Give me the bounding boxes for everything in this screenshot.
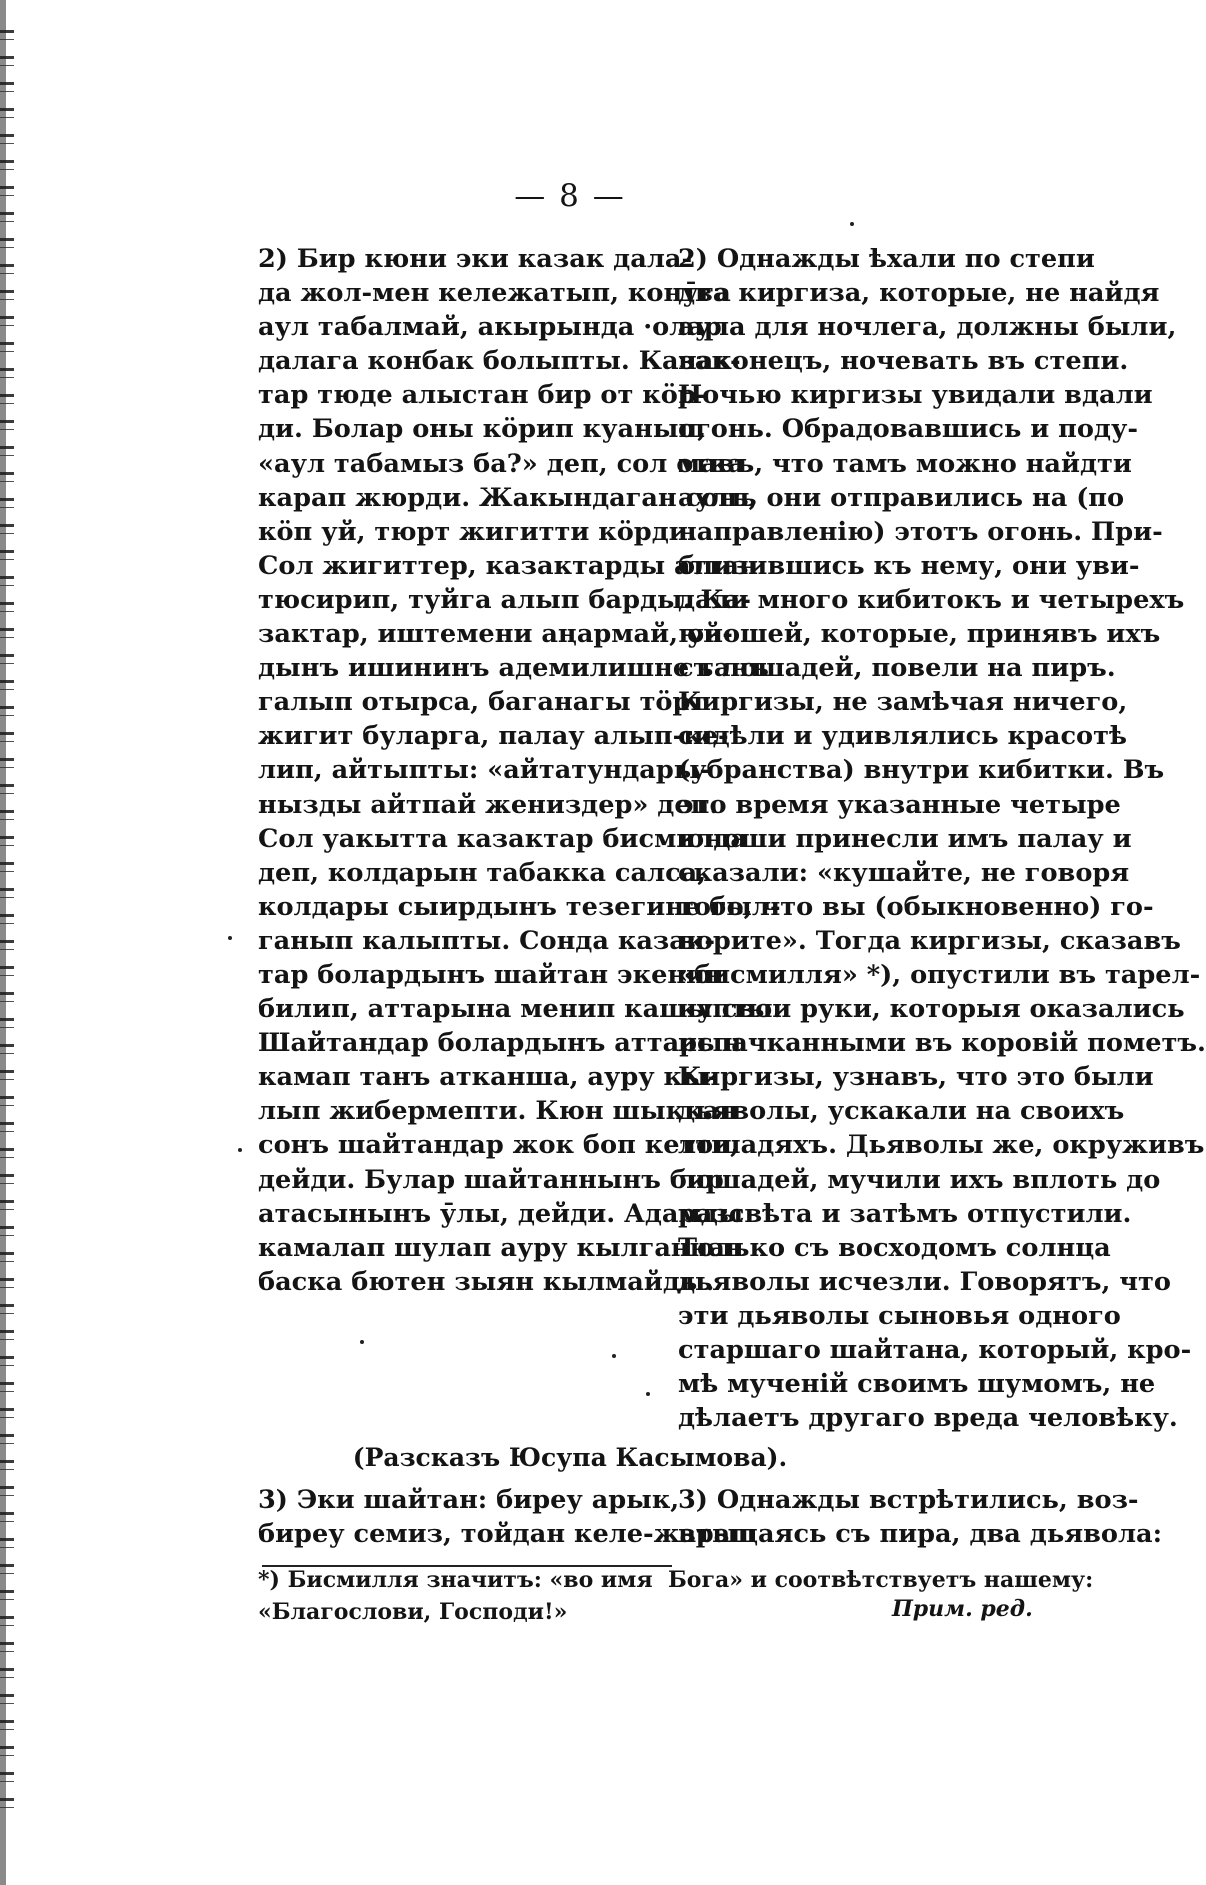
story-attribution: (Разсказъ Юсупа Касымова). — [352, 1443, 788, 1472]
page-number: — 8 — — [514, 178, 626, 214]
kazakh-text-section-2: 2) Бир кюни эки казак дала- да жол-мен кележатып, конӯга аул табалмай, акырында ·олар далага конбак болыпты. Казак- тар тюде алыстан бир от кӧр- ди. Болар оны кӧрип куанып, «аул табамыз ба?» деп, сол отка карап жюрди. Жакындаган сонъ кӧп уй, тюрт жигитти кӧрди. Сол жигиттер, казактарды аттан тюсирип, туйга алып барды. Ка- зактар, иштемени аңармай, уй- дынъ ишининъ адемилишне танъ галып отырса, баганагы тӧрт жигит буларга, палау алып-ке- лип, айтыпты: «айтатундары- нызды айтпай жениздер» деп. Сол уакытта казактар бисмилда деп, колдарын табакка салса, колдары сыирдынъ тезегине был- ганып калыпты. Сонда казак- тар болардынъ шайтан экенин билип, аттарына менип кашыпты. Шайтандар болардынъ аттарын камап танъ атканша, ауру кы- лып жибермепти. Кюн шыккан сонъ шайтандар жок боп кетти, дейди. Булар шайтаннынъ бир атасынынъ ӯлы, дейди. Адамды камалап шулап ауру кылганнан баска бютен зыян кылмайды. — [258, 244, 782, 1297]
footnote-text-left: *) Бисмилля значитъ: «во имя «Благослови, Господи!» — [258, 1567, 653, 1625]
russian-text-section-2: 2) Однажды ѣхали по степи два киргиза, которые, не найдя аула для ночлега, должны были, наконецъ, ночевать въ степи. Ночью киргизы увидали вдали огонь. Обрадовавшись и поду- мавъ, что тамъ можно найдти аулъ, они отправились на (по направленію) этотъ огонь. При- близившись къ нему, они уви- дали много кибитокъ и четырехъ юношей, которые, принявъ ихъ съ лошадей, повели на пиръ. Киргизы, не замѣчая ничего, сидѣли и удивлялись красотѣ (убранства) внутри кибитки. Въ это время указанные четыре юноши принесли имъ палау и сказали: «кушайте, не говоря того, что вы (обыкновенно) го- ворите». Тогда киргизы, сказавъ «бисмилля» *), опустили въ тарел- ку свои руки, которыя оказались испачканными въ коровій пометъ. Киргизы, узнавъ, что это были дьяволы, ускакали на своихъ лошадяхъ. Дьяволы же, окруживъ лошадей, мучили ихъ вплоть до разсвѣта и затѣмъ отпустили. Только съ восходомъ солнца дьяволы исчезли. Говорятъ, что эти дьяволы сыновья одного старшаго шайтана, который, кро- мѣ мученій своимъ шумомъ, не дѣлаетъ другаго вреда человѣку. — [678, 244, 1206, 1434]
footnote-text-right: Бога» и соотвѣтствуетъ нашему: — [668, 1567, 1094, 1593]
ink-speck — [612, 1354, 616, 1358]
russian-text-section-3: 3) Однажды встрѣтились, воз- вращаясь съ пира, два дьявола: — [678, 1485, 1163, 1550]
kazakh-text-section-3: 3) Эки шайтан: биреу арык, биреу семиз, тойдан келе-жатып — [258, 1485, 757, 1550]
ink-speck — [238, 1148, 242, 1152]
editor-note: Прим. ред. — [892, 1596, 1033, 1622]
scan-edge-artifact — [0, 30, 14, 1820]
ink-speck — [850, 222, 854, 226]
ink-speck — [360, 1340, 364, 1344]
ink-speck — [228, 936, 232, 940]
ink-speck — [646, 1392, 650, 1396]
